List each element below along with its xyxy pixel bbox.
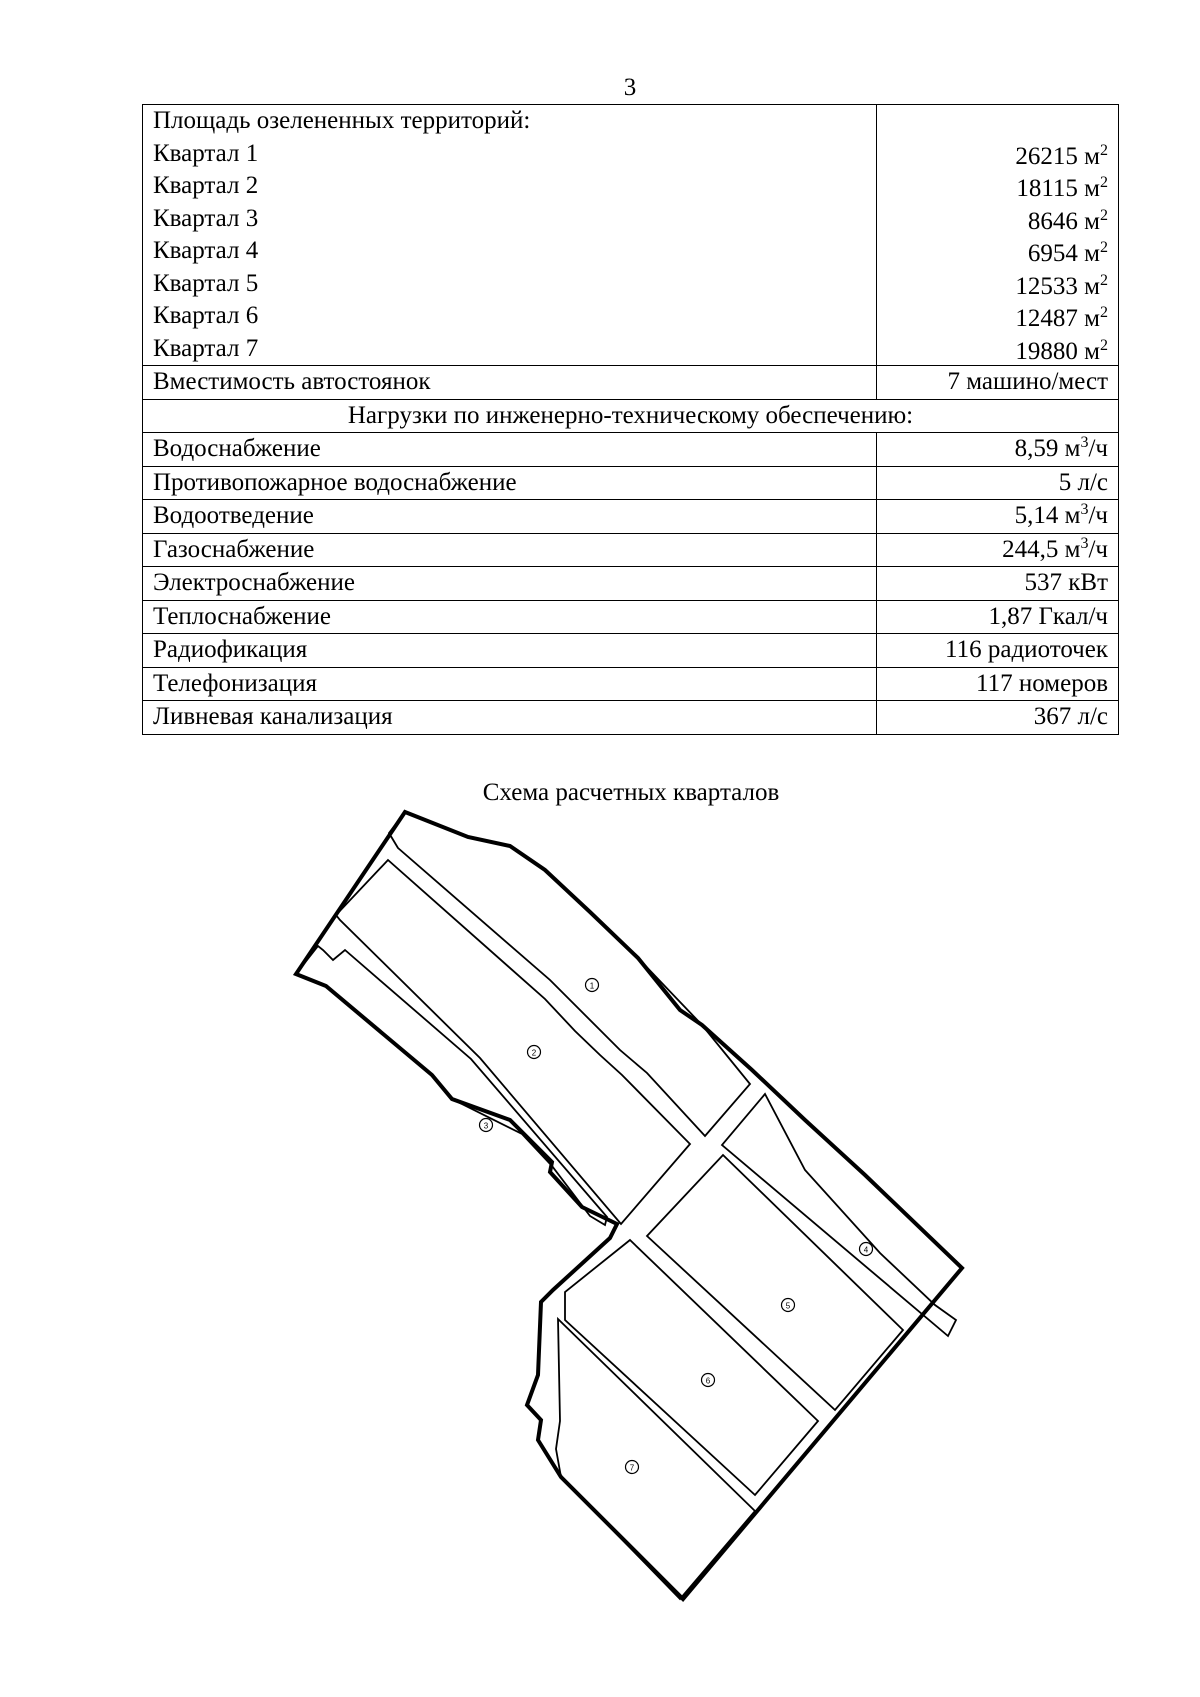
quarter-area: 12487 $м^2$ bbox=[1015, 304, 1108, 332]
parking-value: 7 машино/мест bbox=[877, 366, 1119, 400]
sewage-value: 5,14 $м^3/ч$ bbox=[877, 500, 1119, 534]
gas-label: Газоснабжение bbox=[143, 533, 877, 567]
fire-water-value: 5 л/с bbox=[877, 466, 1119, 500]
territory-boundary bbox=[296, 812, 962, 1599]
quarter-6-marker bbox=[702, 1374, 715, 1387]
electricity-label: Электроснабжение bbox=[143, 567, 877, 601]
telephone-value: 117 номеров bbox=[877, 667, 1119, 701]
quarter-area: 12533 $м^2$ bbox=[1015, 271, 1108, 300]
svg-text:2: 2 bbox=[531, 1048, 537, 1058]
page-number: 3 bbox=[623, 74, 637, 101]
scheme-title: Схема расчетных кварталов bbox=[482, 779, 780, 806]
radio-value: 116 радиоточек bbox=[877, 634, 1119, 668]
quarter-label: Квартал 5 bbox=[153, 269, 259, 297]
quarter-2-marker bbox=[528, 1046, 541, 1059]
quarter-1-marker bbox=[586, 979, 599, 992]
quarter-area: 8646 $м^2$ bbox=[1027, 206, 1108, 235]
quarter-label: Квартал 4 bbox=[153, 237, 259, 264]
svg-text:5: 5 bbox=[785, 1301, 791, 1311]
quarter-7-outline bbox=[556, 1319, 755, 1599]
svg-text:7: 7 bbox=[629, 1463, 635, 1473]
quarter-label: Квартал 6 bbox=[153, 302, 259, 329]
engineering-heading: Нагрузки по инженерно-техническому обеспечению: bbox=[143, 399, 1119, 433]
storm-sewer-label: Ливневая канализация bbox=[143, 701, 877, 735]
telephone-label: Телефонизация bbox=[143, 667, 877, 701]
svg-text:3: 3 bbox=[483, 1121, 489, 1131]
quarter-area: 18115 $м^2$ bbox=[1016, 174, 1108, 202]
quarter-label: Квартал 3 bbox=[153, 204, 259, 232]
radio-label: Радиофикация bbox=[143, 634, 877, 668]
quarter-7-marker bbox=[626, 1461, 639, 1474]
quarter-area: 26215 $м^2$ bbox=[1015, 141, 1108, 170]
storm-sewer-value: 367 л/с bbox=[877, 701, 1119, 735]
heating-label: Теплоснабжение bbox=[143, 600, 877, 634]
water-value: 8,59 $м^3/ч$ bbox=[877, 433, 1119, 467]
electricity-value: 537 кВт bbox=[877, 567, 1119, 601]
parking-label: Вместимость автостоянок bbox=[143, 366, 877, 400]
gas-value: 244,5 $м^3/ч$ bbox=[877, 533, 1119, 567]
svg-text:4: 4 bbox=[863, 1245, 869, 1255]
sewage-label: Водоотведение bbox=[143, 500, 877, 534]
quarter-5-outline bbox=[647, 1155, 903, 1410]
quarter-label: Квартал 1 bbox=[153, 139, 259, 167]
svg-text:1: 1 bbox=[589, 981, 595, 991]
quarter-label: Квартал 2 bbox=[153, 172, 259, 199]
quarter-5-marker bbox=[782, 1299, 795, 1312]
quarter-area: 19880 $м^2$ bbox=[1015, 336, 1108, 365]
water-label: Водоснабжение bbox=[143, 433, 877, 467]
fire-water-label: Противопожарное водоснабжение bbox=[143, 466, 877, 500]
quarter-4-marker bbox=[860, 1243, 873, 1256]
heating-value: 1,87 Гкал/ч bbox=[877, 600, 1119, 634]
quarter-3-marker bbox=[480, 1119, 493, 1132]
quarter-4-outline bbox=[722, 1094, 956, 1336]
quarter-label: Квартал 7 bbox=[153, 334, 259, 362]
quarter-area: 6954 $м^2$ bbox=[1027, 239, 1108, 267]
svg-text:6: 6 bbox=[705, 1376, 711, 1386]
quarter-2-outline bbox=[336, 860, 690, 1224]
green-areas-heading: Площадь озелененных территорий: bbox=[153, 107, 531, 134]
